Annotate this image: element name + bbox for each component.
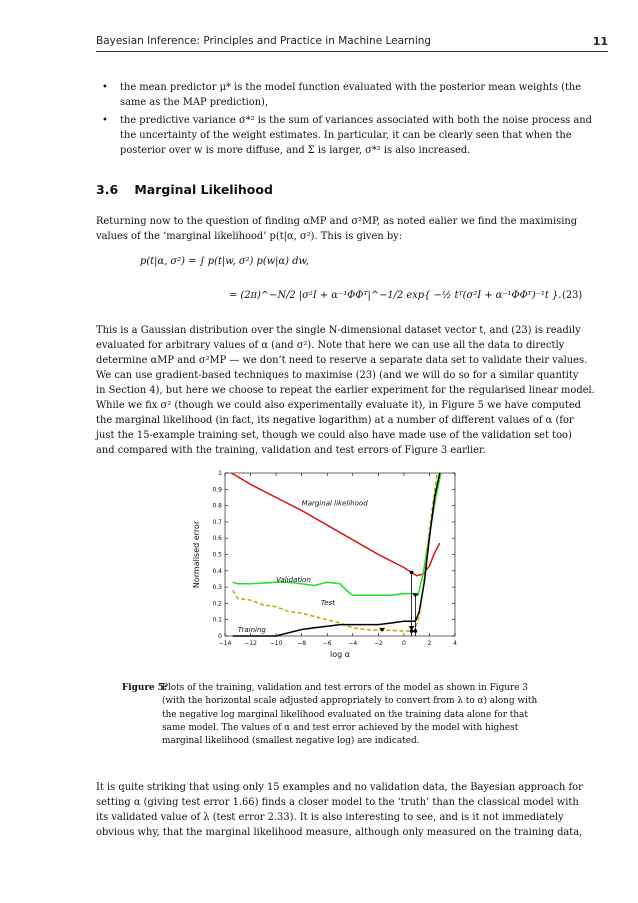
text-line: just the 15-example training set, though we could also have made use of the validation set too) xyxy=(96,430,572,441)
text-line: obvious why, that the marginal likelihood measure, although only measured on the training data, xyxy=(96,827,583,838)
x-tick-label: 0 xyxy=(401,640,406,647)
y-tick-label: 0.5 xyxy=(212,551,222,559)
text-line: determine αMP and σ²MP — we don’t need to reserve a separate data set to validate their values. xyxy=(96,355,588,366)
y-tick-label: 0.6 xyxy=(212,535,222,543)
running-header xyxy=(96,35,608,53)
header-title: Bayesian Inference: Principles and Practice in Machine Learning xyxy=(96,35,432,47)
bullet-line: same as the MAP prediction), xyxy=(120,97,269,108)
text-line: values of the ‘marginal likelihood’ p(t|α, σ²). This is given by: xyxy=(96,231,403,242)
equation-line-2: = (2π)^−N/2 |σ²I + α⁻¹ΦΦᵀ|^−1/2 exp{ −½ tᵀ(σ²I + α⁻¹ΦΦᵀ)⁻¹t }. xyxy=(229,290,562,301)
y-tick-label: 0.4 xyxy=(212,567,222,575)
bullet-icon: • xyxy=(102,82,108,93)
validation-min-base-point xyxy=(414,629,418,633)
equation-number: (23) xyxy=(562,290,583,301)
y-tick-label: 0 xyxy=(218,633,222,640)
text-line: and compared with the training, validation and test errors of Figure 3 earlier. xyxy=(96,445,486,456)
figure-5-chart xyxy=(180,465,480,660)
text-line: its validated value of λ (test error 2.33). It is also interesting to see, and is it not immediately xyxy=(96,812,564,823)
caption-line: (with the horizontal scale adjusted appropriately to convert from λ to α) along with xyxy=(162,696,538,707)
series-marginal-likelihood xyxy=(231,473,439,576)
bullet-line: posterior over w is more diffuse, and Σ is larger, σ*² is also increased. xyxy=(120,145,471,156)
closing-paragraph xyxy=(96,780,608,840)
series-annotation: Training xyxy=(237,625,266,634)
text-line: the marginal likelihood (in fact, its negative logarithm) at a number of different values of α (for xyxy=(96,415,574,426)
series-annotation: Validation xyxy=(276,576,311,585)
series-training xyxy=(233,473,440,636)
intro-paragraph xyxy=(96,214,608,244)
bullet-icon: • xyxy=(102,115,108,126)
x-tick-label: −14 xyxy=(218,640,232,647)
section-number: 3.6 xyxy=(96,182,119,197)
x-tick-label: 2 xyxy=(427,640,432,647)
equation-line-1: p(t|α, σ²) = ∫ p(t|w, σ²) p(w|α) dw, xyxy=(140,256,309,267)
section-title: Marginal Likelihood xyxy=(134,182,273,197)
x-tick-label: −2 xyxy=(373,640,383,647)
header-rule xyxy=(96,51,608,52)
caption-line: marginal likelihood (smallest negative log) are indicated. xyxy=(162,736,420,747)
section-heading xyxy=(96,182,273,197)
body-paragraph xyxy=(96,323,608,458)
caption-line: the negative log marginal likelihood evaluated on the training data alone for that xyxy=(162,709,528,720)
caption-line: Plots of the training, validation and test errors of the model as shown in Figure 3 xyxy=(162,683,528,693)
text-line: This is a Gaussian distribution over the single N-dimensional dataset vector t, and (23) is readily xyxy=(96,325,581,336)
y-tick-label: 0.7 xyxy=(212,518,222,526)
page-number: 11 xyxy=(592,35,608,48)
bullet-line: the uncertainty of the weight estimates. In particular, it can be clearly seen that when the xyxy=(120,130,572,141)
text-line: We can use gradient-based techniques to maximise (23) (and we will do so for a similar quantity xyxy=(96,370,579,381)
y-tick-label: 1 xyxy=(218,470,222,477)
y-axis-label: Normalised error xyxy=(192,520,201,589)
text-line: evaluated for arbitrary values of α (and σ²). Note that here we can use all the data to directly xyxy=(96,340,565,351)
text-line: in Section 4), but here we choose to repeat the earlier experiment for the regularised linear model. xyxy=(96,385,595,396)
x-tick-label: −4 xyxy=(348,640,358,647)
x-tick-label: −6 xyxy=(322,640,332,647)
text-line: setting α (giving test error 1.66) finds a closer model to the ‘truth’ than the classical model with xyxy=(96,797,579,808)
x-tick-label: −10 xyxy=(269,640,283,647)
series-annotation: Test xyxy=(320,599,335,608)
caption-line: same model. The values of α and test error achieved by the model with highest xyxy=(162,722,519,733)
series-test xyxy=(233,473,437,631)
bullet-line: the mean predictor μ* is the model function evaluated with the posterior mean weights (the xyxy=(120,82,582,93)
x-tick-label: −8 xyxy=(297,640,307,647)
y-tick-label: 0.9 xyxy=(212,486,222,494)
text-line: It is quite striking that using only 15 examples and no validation data, the Bayesian approach for xyxy=(96,782,583,793)
x-axis-label: log α xyxy=(329,650,351,659)
x-tick-label: −12 xyxy=(244,640,257,647)
series-annotation: Marginal likelihood xyxy=(301,499,368,508)
bullet-line: the predictive variance σ*² is the sum of variances associated with both the noise process and xyxy=(120,115,592,126)
caption-label: Figure 5: xyxy=(122,683,168,693)
y-tick-label: 0.3 xyxy=(212,584,222,592)
y-tick-label: 0.2 xyxy=(212,600,222,608)
ml-min-point xyxy=(410,571,414,575)
test-marker-arrow xyxy=(409,626,415,630)
x-tick-label: 4 xyxy=(453,640,457,647)
y-tick-label: 0.1 xyxy=(212,616,222,624)
y-tick-label: 0.8 xyxy=(212,502,222,510)
text-line: While we fix σ² (though we could also experimentally evaluate it), in Figure 5 we have computed xyxy=(96,400,581,411)
text-line: Returning now to the question of finding αMP and σ²MP, as noted ealier we find the maximising xyxy=(96,216,578,227)
